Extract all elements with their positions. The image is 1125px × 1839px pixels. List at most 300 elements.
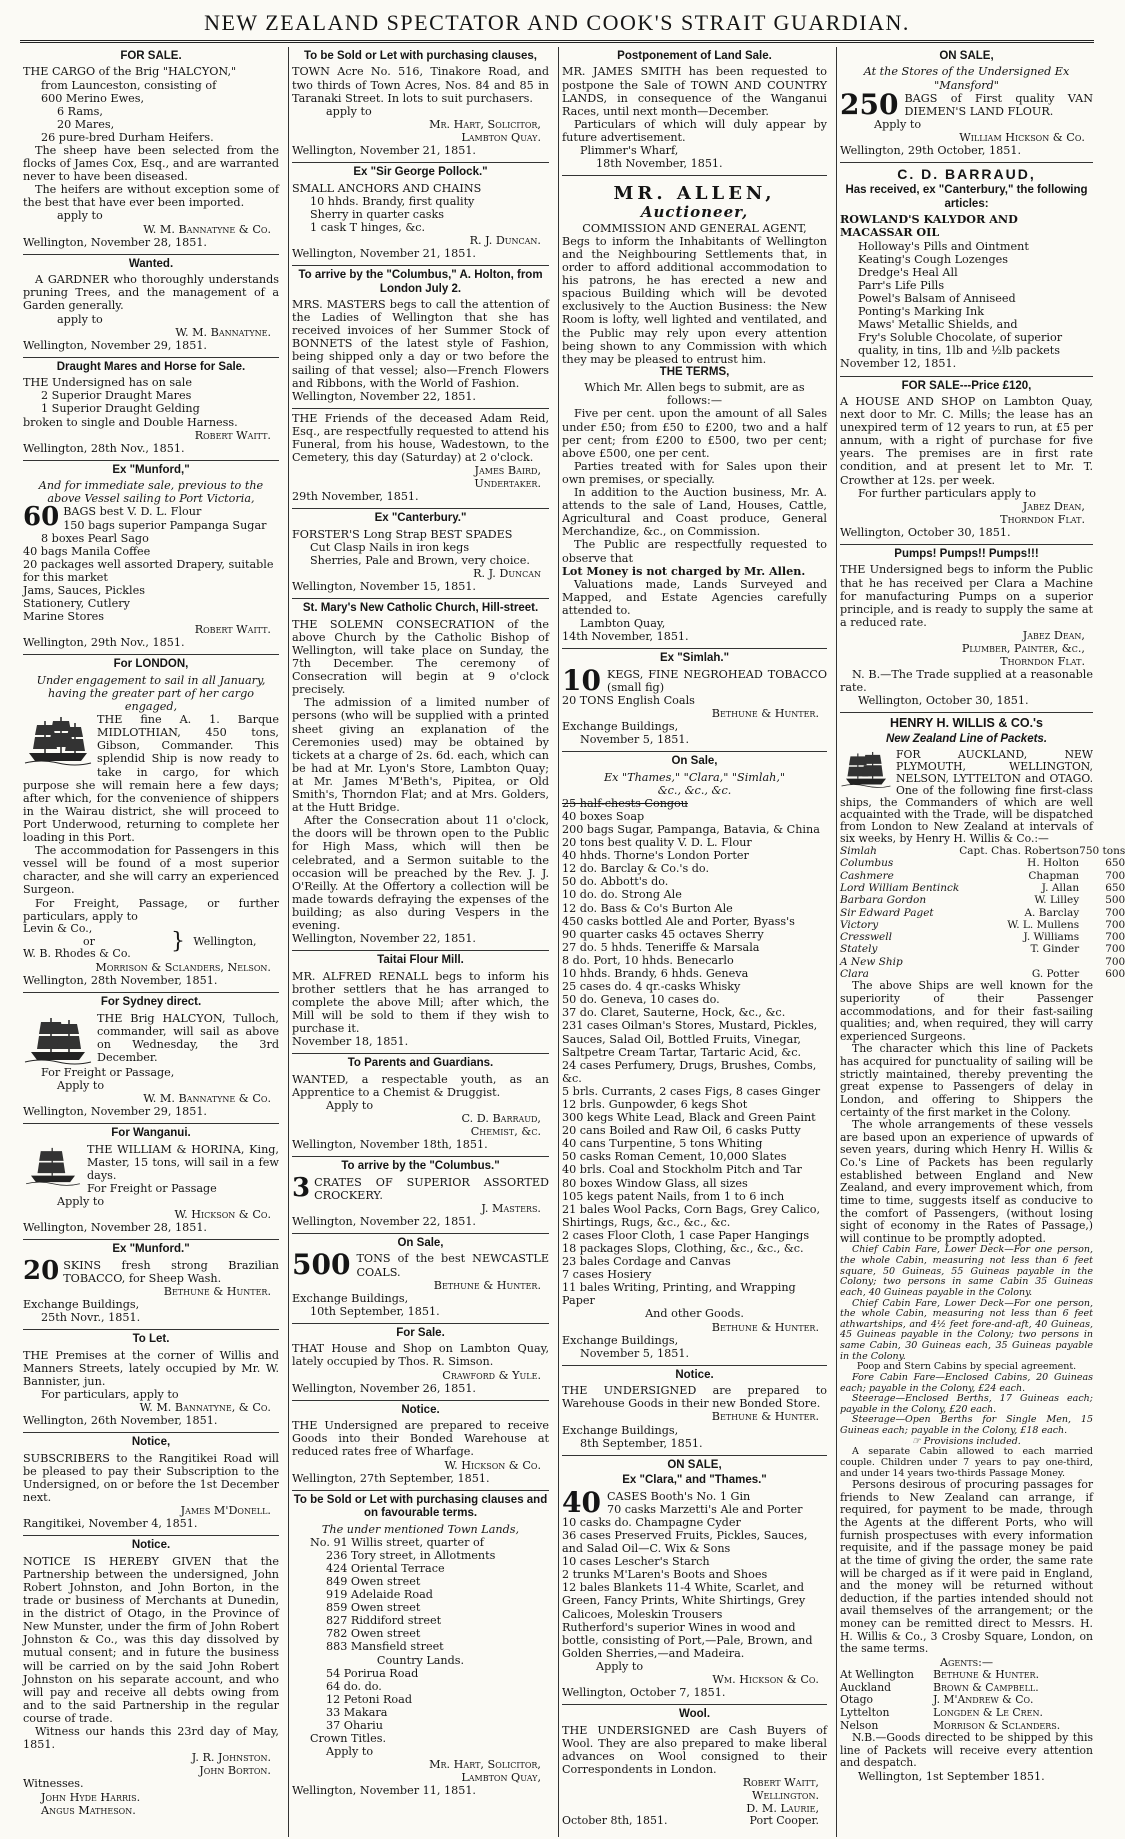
ad-heading: Ex "Munford," (112, 463, 190, 476)
ship-icon (23, 1143, 83, 1187)
place-line: Lambton Quay, (580, 616, 666, 630)
ad-heading: C. D. BARRAUD, (897, 166, 1036, 183)
list-item: 300 kegs White Lead, Black and Green Paint (562, 1111, 816, 1125)
list-item: 105 kegs patent Nails, from 1 to 6 inch (562, 1189, 785, 1203)
signature: W. M. Bannatyne & Co. (143, 1092, 271, 1106)
agent-firm: Longden & Le Cren. (933, 1705, 1043, 1719)
ship-name: Barbara Gordon (840, 894, 927, 907)
list-item: 40 hhds. Thorne's London Porter (562, 849, 749, 863)
signature: Lambton Quay. (461, 130, 541, 144)
ad-heading: FOR SALE---Price £120, (901, 379, 1032, 392)
ad-body: In addition to the Auction business, Mr. A. attends to the sale of Land, Houses, Cattle, Agricultural and Coast produce, General Merchandize, &c., on Commission. (562, 486, 827, 539)
ad-body: THE UNDERSIGNED are prepared to Warehouse Goods in their new Bonded Store. (562, 1384, 827, 1411)
list-item: 12 bales Blankets 11-4 White, Scarlet, and Green, Fancy Prints, White Shirtings, Grey Calicoes, Moleskin Trousers (562, 1581, 806, 1621)
agent-place: Wellington, (193, 934, 257, 948)
fare-line: Steerage—Open Berths for Single Men, 15 Guineas each; payable in the Colony, £18 each. (840, 1414, 1093, 1437)
list-item: No. 91 Willis street, quarter of (310, 1535, 484, 1549)
list-item: Stationery, Cutlery (23, 597, 130, 611)
ad-for-london (23, 655, 279, 993)
ship-name: Stately (840, 943, 878, 956)
witness-name: Angus Matheson. (41, 1803, 136, 1817)
list-item: Sherries, Pale and Brown, very choice. (310, 554, 530, 568)
date-line: Wellington, November 15, 1851. (292, 580, 476, 594)
ad-heading: Ex "Simlah." (659, 652, 730, 665)
list-item: 20 tons best quality V. D. L. Flour (562, 836, 752, 850)
ship-name: Sir Edward Paget (840, 906, 934, 919)
ad-body: The sheep have been selected from the flocks of James Cox, Esq., and are warranted never to have been diseased. (23, 144, 279, 184)
signature: W. Hickson & Co. (444, 1458, 541, 1472)
fare-line: Chief Cabin Fare, Lower Deck—For one person, the whole Cabin, measuring not less than 6 feet athwartships, and 4½ feet fore-and-aft, 40 Guineas, 45 Guineas payable in the Colony; two persons in same Cabin, 30 Guineas each, 35 Guineas payable in the Colony. (840, 1297, 1093, 1362)
signature: Thorndon Flat. (1000, 512, 1085, 526)
ship-tons: 700 (1105, 918, 1125, 931)
list-item: 150 bags superior Pampanga Sugar (63, 518, 267, 532)
ad-heading: To Let. (132, 1333, 170, 1346)
agents-table: Levin & Co., } Wellington, or W. B. Rhodes & Co. (23, 923, 279, 962)
agent-name: Levin & Co., (23, 921, 93, 935)
ad-mr-allen-auctioneer (562, 176, 827, 649)
agents-heading: Agents:— (939, 1655, 994, 1669)
apply-line: Apply to (326, 1098, 374, 1112)
ad-body: N.B.—Goods directed to be shipped by this line of Packets will receive every attention and despatch. (840, 1731, 1093, 1770)
ad-body: THE Brig HALCYON, Tulloch, commander, will sail as above on Wednesday, the 3rd December. (97, 1011, 279, 1065)
quantity-numeral: 40 (562, 1485, 601, 1519)
list-item: 12 brls. Gunpowder, 6 kegs Shot (562, 1097, 748, 1111)
place-line: Exchange Buildings, (292, 1291, 409, 1305)
goods-list (562, 797, 827, 1308)
pointing-hand-icon: ☞ (912, 1435, 924, 1447)
apply-line: Apply to (57, 1079, 105, 1093)
date-line: 14th November, 1851. (562, 630, 689, 644)
ship-icon (840, 749, 892, 789)
ad-heading: ON SALE, (939, 50, 994, 62)
date-line: Wellington, November 11, 1851. (292, 1784, 476, 1798)
date-line: Wellington, November 29, 1851. (23, 1105, 207, 1119)
ship-tons: 700 (1105, 906, 1125, 919)
witness-label: Witnesses. (23, 1777, 84, 1791)
ad-body: THE UNDERSIGNED are Cash Buyers of Wool. They are also prepared to make liberal advances on Wool consigned to their Correspondents in London. (562, 1723, 827, 1776)
ship-capt (959, 956, 1079, 968)
date-line: November 12, 1851. (840, 357, 957, 371)
list-item: 10 cases Lescher's Starch (562, 1555, 710, 1569)
fare-line: Fore Cabin Fare—Enclosed Cabins, 20 Guineas each; payable in the Colony, £24 each. (840, 1371, 1093, 1394)
ad-barraud-chemist (840, 163, 1093, 376)
place-line: Exchange Buildings, (562, 1423, 679, 1437)
list-item: 25 cases do. 4 qr.-casks Whisky (562, 980, 741, 994)
signature: Jabez Dean, (1022, 628, 1085, 642)
agent-place: Otago (840, 1693, 874, 1707)
ad-heading: Draught Mares and Horse for Sale. (56, 360, 246, 373)
ad-line: 1 Superior Draught Gelding (41, 402, 200, 416)
ad-body: CRATES OF SUPERIOR ASSORTED CROCKERY. (314, 1175, 549, 1202)
ad-line: SMALL ANCHORS AND CHAINS (292, 181, 482, 195)
apply-line: Apply to (596, 1659, 644, 1673)
ad-line: For further particulars apply to (858, 486, 1037, 500)
date-line: Wellington, November 26, 1851. (292, 1381, 476, 1395)
ad-heading: Notice, (131, 1436, 171, 1449)
ad-body: The accommodation for Passengers in this vessel will be found of a most superior character, and she will carry an experienced Surgeon. (23, 844, 279, 897)
ad-body: TOWN Acre No. 516, Tinakore Road, and two thirds of Town Acres, Nos. 84 and 85 in Taranaki Street. In lots to suit purchasers. (292, 65, 549, 105)
ad-body: Five per cent. upon the amount of all Sales under £50; from £50 to £200, two and a half per cent; from £200 to £500, two per cent; above £500, one per cent. (562, 407, 827, 460)
ship-name: Clara (840, 968, 869, 980)
place-line: Plimmer's Wharf, (580, 144, 679, 158)
list-item: 21 bales Wool Packs, Corn Bags, Grey Calico, Shirtings, Rugs, &c., &c., &c. (562, 1202, 821, 1229)
list-item: 10 hhds. Brandy, 6 hhds. Geneva (562, 967, 749, 981)
ad-line: from Launceston, consisting of (41, 78, 217, 92)
ad-subheading: At the Stores of the Undersigned Ex "Mansford" (863, 65, 1070, 92)
ad-body: Persons desirous of procuring passages for friends to New Zealand can arrange, if required, for payment to be made, through the Agents at the different Ports, who will furnish prospectuses with every information requisite, and if the passage money be paid at the time of giving the order, the same rate will be charged as if it were paid in England, and the money will be returned without deduction, if the parties intended should not avail themselves of the arrangement; or the money can be remitted direct to Messrs. H. H. Willis & Co., 3 Crosby Square, London, on the same terms. (840, 1478, 1093, 1656)
ship-capt: H. Holton (1027, 857, 1080, 870)
signature: W. M. Bannatyne & Co. (143, 222, 271, 236)
ship-tons: 700 (1105, 955, 1125, 968)
list-item: 6 Rams, (57, 104, 103, 118)
list-item: 37 do. Claret, Sauterne, Hock, &c., &c. (562, 1006, 786, 1020)
list-item: Dredge's Heal All (858, 265, 958, 279)
ad-subheading: Has received, ex "Canterbury," the following articles: (845, 184, 1088, 210)
signature: Bethune & Hunter. (711, 1320, 819, 1334)
list-item: 64 do. do. (326, 1679, 382, 1693)
ad-body: Particulars of which will duly appear by future advertisement. (562, 117, 827, 144)
list-item: 25 half-chests Congou (562, 796, 688, 810)
list-item: Ponting's Marking Ink (858, 305, 984, 319)
ad-ex-simlah-tobacco (562, 649, 827, 752)
ad-town-lands (292, 1491, 549, 1803)
ad-heading: For LONDON, (113, 658, 189, 671)
list-item: 1 cask T hinges, &c. (310, 220, 426, 234)
signature: J. R. Johnston. (191, 1751, 271, 1765)
list-item: 859 Owen street (326, 1601, 421, 1615)
apply-line: apply to (57, 312, 103, 326)
ad-body: N. B.—The Trade supplied at a reasonable rate. (840, 668, 1093, 695)
ad-body: TONS of the best NEWCASTLE COALS. (356, 1252, 549, 1279)
ad-town-acre-sale (292, 47, 549, 163)
ship-capt: T. Ginder (1030, 943, 1080, 956)
list-item: 20 Mares, (57, 117, 115, 131)
ad-house-and-shop (292, 1324, 549, 1401)
ad-draught-mares (23, 358, 279, 461)
ad-body: FOR AUCKLAND, NEW PLYMOUTH, WELLINGTON, NELSON, LYTTELTON and OTAGO. One of the following fine first-class ships, the Commanders of which are well acquainted with the Trade, will be dispatched from London to New Zealand at intervals of six weeks, by Henry H. Willis & Co.:— (840, 747, 1093, 846)
quantity-numeral: 60 (23, 502, 60, 533)
date-line: Wellington, November 22, 1851. (292, 1214, 476, 1228)
ad-to-let (23, 1330, 279, 1433)
agents-table (840, 1669, 1093, 1732)
ad-heading: HENRY H. WILLIS & CO.'s (890, 716, 1043, 731)
date-line: 10th September, 1851. (310, 1304, 440, 1318)
ad-line: FORSTER'S Long Strap BEST SPADES (292, 527, 513, 541)
ad-mrs-masters-bonnets (292, 266, 549, 409)
auctioneer-name: MR. ALLEN, (613, 183, 776, 205)
list-item: 11 bales Writing, Printing, and Wrapping Paper (562, 1281, 796, 1308)
signature: Robert Waitt, (742, 1776, 819, 1789)
agent-firm: J. M'Andrew & Co. (933, 1693, 1034, 1707)
signature: William Hickson & Co. (959, 130, 1085, 144)
ad-body: THE Undersigned are prepared to receive Goods into their Bonded Warehouse at reduced rates free of Wharfage. (292, 1419, 549, 1459)
quantity-numeral: 10 (562, 663, 601, 697)
date-line: 29th November, 1851. (292, 490, 419, 504)
ad-crockery (292, 1157, 549, 1234)
quantity-numeral: 20 (23, 1255, 60, 1286)
ad-subheading: Country Lands. (376, 1653, 465, 1667)
ad-subheading: Under engagement to sail in all January, having the greater part of her cargo engaged, (36, 673, 266, 714)
list-item: Keating's Cough Lozenges (858, 252, 1008, 266)
list-item: 883 Mansfield street (326, 1640, 444, 1654)
ad-body: THE WILLIAM & HORINA, King, Master, 15 tons, will sail in a few days. (87, 1142, 279, 1182)
date-line: Wellington, 27th September, 1851. (292, 1471, 490, 1485)
column-4 (836, 47, 1125, 1837)
list-item: 50 do. Abbott's do. (562, 875, 669, 889)
ad-willis-packets (840, 713, 1125, 1788)
ad-heading: Wanted. (128, 257, 174, 270)
list-item: 2 cases Floor Cloth, 1 case Paper Hangings (562, 1228, 810, 1242)
ad-heading: For Sydney direct. (100, 996, 202, 1009)
ad-body: A HOUSE AND SHOP on Lambton Quay, next door to Mr. C. Mills; the lease has an unexpired term of 12 years to run, at £5 per annum, with a right of purchase for five years. The premises are in first rate condition, and at present let to Mr. T. Crowther at 12s. per week. (840, 394, 1093, 487)
list-item: 37 Ohariu (326, 1719, 383, 1732)
ship-tons: 700 (1105, 869, 1125, 882)
ad-sydney-direct (23, 993, 279, 1124)
apply-line: Apply to (326, 1745, 374, 1759)
ad-body: Begs to inform the Inhabitants of Wellington and the Neighbouring Settlements that, in order to afford additional accommodation to his patrons, he has erected a new and spacious Building which will be devoted exclusively to the Auction Business: the New Room is lofty, well lighted and ventilated, and the Public may rely upon every attention being shown to any Commission with which they may be pleased to entrust him. (562, 234, 827, 366)
list-item: 600 Merino Ewes, (41, 91, 145, 105)
list-item: 7 cases Hosiery (562, 1268, 652, 1282)
ad-body: THE Premises at the corner of Willis and Manners Streets, lately occupied by Mr. W. Bannister, jun. (23, 1348, 279, 1388)
agent-place: Lyttelton (840, 1705, 890, 1719)
date-line: Wellington, 26th November, 1851. (23, 1414, 218, 1428)
ad-catholic-church (292, 599, 549, 951)
ad-heading: St. Mary's New Catholic Church, Hill-street. (302, 602, 539, 615)
signature: Wm. Hickson & Co. (712, 1672, 819, 1686)
provisions-text: Provisions included. (923, 1435, 1021, 1447)
ship-name: A New Ship (840, 955, 903, 968)
list-item: 54 Porirua Road (326, 1666, 419, 1680)
list-item: 80 boxes Window Glass, all sizes (562, 1176, 748, 1190)
signature: Robert Waitt. (194, 623, 271, 637)
table-row (840, 845, 1125, 857)
ad-brazilian-tobacco (23, 1240, 279, 1330)
list-item: 40 boxes Soap (562, 809, 645, 823)
ad-body: THE Friends of the deceased Adam Reid, Esq., are respectfully requested to attend his Funeral, from his house, Wadestown, to the Cemetery, this day (Saturday) at 2 o'clock. (292, 411, 549, 465)
ad-pumps (840, 545, 1093, 713)
apply-line: Apply to (57, 1195, 105, 1209)
signature: Bethune & Hunter. (163, 1285, 271, 1299)
list-item: 8 do. Port, 10 hhds. Benecarlo (562, 953, 734, 967)
ad-body: SKINS fresh strong Brazilian TOBACCO, for Sheep Wash. (63, 1258, 279, 1285)
ad-body: Parties treated with for Sales upon their own premises, or specially. (562, 459, 827, 486)
ad-line: For Freight or Passage (87, 1182, 217, 1196)
list-item: Cut Clasp Nails in iron kegs (310, 540, 470, 554)
ad-heading: Ex "Canterbury." (374, 512, 467, 525)
ad-body: WANTED, a respectable youth, as an Apprentice to a Chemist & Druggist. (292, 1072, 549, 1099)
ship-tons: 650 (1105, 857, 1125, 870)
table-row (840, 907, 1125, 919)
list-item: 849 Owen street (326, 1574, 421, 1588)
ad-body: MRS. MASTERS begs to call the attention of the Ladies of Wellington that she has received invoices of her Summer Stock of BONNETS of the latest style of Fashion, being shipped only a day or two before the sailing of that vessel; also—French Flowers and Ribbons, with the World of Fashion. (292, 298, 549, 390)
date-line: Rangitikei, November 4, 1851. (23, 1517, 198, 1531)
ad-line: 20 TONS English Coals (562, 693, 695, 707)
list-item: Rutherford's superior Wines in wood and bottle, consisting of Port,—Pale, Brown, and Golden Sherries,—and Madeira. (562, 1620, 813, 1660)
table-row (840, 870, 1125, 882)
ad-subheading: The under mentioned Town Lands, (321, 1522, 520, 1536)
ad-heading: On Sale, (397, 1237, 444, 1250)
list-item: 40 brls. Coal and Stockholm Pitch and Tar (562, 1163, 802, 1177)
signature: Bethune & Hunter. (711, 706, 819, 720)
place-line: Exchange Buildings, (562, 1333, 679, 1347)
ship-capt: J. Williams (1023, 931, 1080, 944)
ad-subheading: New Zealand Line of Packets. (885, 733, 1048, 746)
ad-heading: For Sale. (396, 1326, 445, 1339)
date-line: Wellington, November 22, 1851. (292, 932, 476, 946)
ship-tons: 750 tons (1079, 845, 1125, 858)
agent-place: Nelson (840, 1718, 879, 1732)
list-item: 40 cans Turpentine, 5 tons Whiting (562, 1137, 763, 1151)
ad-body: Witness our hands this 23rd day of May, 1851. (23, 1725, 279, 1752)
ad-heading: Ex "Sir George Pollock." (353, 166, 488, 179)
table-row (840, 919, 1125, 931)
date-line: 18th November, 1851. (596, 157, 723, 171)
ad-heading: Notice. (675, 1368, 714, 1381)
signature: W. M. Bannatyne. (175, 325, 271, 339)
column-2 (288, 47, 552, 1837)
agent-firm: Brown & Campbell. (933, 1680, 1039, 1694)
list-item: 26 pure-bred Durham Heifers. (41, 130, 214, 144)
ad-body: The heifers are without exception some of the best that have ever been imported. (23, 183, 279, 210)
date-line: November 5, 1851. (580, 733, 690, 747)
ad-body: Valuations made, Lands Surveyed and Mapped, and Estate Agencies carefully attended to. (562, 577, 827, 617)
ad-bonded-store-notice (562, 1366, 827, 1456)
table-row (840, 1694, 1093, 1707)
ad-line: BAGS best V. D. L. Flour (63, 505, 202, 519)
ad-rangitikei-notice (23, 1433, 279, 1536)
ad-wanted-gardener (23, 255, 279, 358)
ad-body: BAGS of First quality VAN DIEMEN'S LAND FLOUR. (904, 91, 1093, 118)
agent-place: At Wellington (840, 1668, 915, 1681)
signature: R. J. Duncan. (469, 233, 541, 247)
signature: Lambton Quay, (461, 1771, 541, 1785)
list-item: 782 Owen street (326, 1627, 421, 1641)
list-item: 10 hhds. Brandy, first quality (310, 194, 475, 208)
column-3 (558, 47, 830, 1837)
ad-heading: To arrive by the "Columbus." (341, 1160, 500, 1173)
signature: Mr. Hart, Solicitor, (429, 1758, 541, 1772)
ad-body: After the Consecration about 11 o'clock, the doors will be thrown open to the Public for High Mass, which will then be celebrated, and a Sermon suitable to the occasion will be preached by the Rev. J. J. O'Reilly. At the Offertory a collection will be made towards defraying the expenses of the building; as also during Vespers in the evening. (292, 814, 549, 932)
ad-sir-george-pollock (292, 163, 549, 266)
date-line: Wellington, November 29, 1851. (23, 338, 207, 352)
list-item: 33 Makara (326, 1705, 388, 1719)
apply-line: apply to (326, 104, 372, 118)
ship-name: Columbus (840, 857, 894, 870)
fare-line: A separate Cabin allowed to each married couple. Children under 7 years to pay one-third, and under 14 years two-thirds Passage Money. (840, 1446, 1093, 1479)
quantity-numeral: 250 (840, 87, 899, 121)
ad-body: The whole arrangements of these vessels are based upon an experience of upwards of seven years, during which Henry H. Willis & Co.'s Line of Packets has been regularly established between England and New Zealand, and every improvement which, from time to time, suggests itself as conducive to the comfort of Passengers, (without losing sight of economy in the Rates of Passage,) will continue to be promptly adopted. (840, 1118, 1093, 1245)
ad-subheading: And for immediate sale, previous to the above Vessel sailing to Port Victoria, (38, 479, 264, 506)
ad-line: Which Mr. Allen begs to submit, are as follows:— (584, 381, 805, 408)
signature: W. M. Bannatyne, & Co. (139, 1401, 271, 1415)
ad-taitai-flour-mill (292, 951, 549, 1054)
date-line: 25th Novr., 1851. (41, 1311, 141, 1325)
list-item: 919 Adelaide Road (326, 1588, 433, 1602)
place-line: Exchange Buildings, (562, 719, 679, 733)
list-item: 12 Petoni Road (326, 1692, 412, 1706)
ad-postponement-land-sale (562, 47, 827, 176)
list-item: 200 bags Sugar, Pampanga, Batavia, & China (562, 823, 820, 836)
agent-name: W. B. Rhodes & Co. (23, 947, 131, 961)
list-item: 18 packages Slops, Clothing, &c., &c., &c. (562, 1242, 804, 1255)
signature: Plumber, Painter, &c., (961, 642, 1085, 656)
agent-or: or (83, 934, 95, 948)
ad-van-diemens-flour (840, 47, 1093, 163)
apply-line: Apply to (874, 117, 922, 131)
list-item: ROWLAND'S KALYDOR AND MACASSAR OIL (840, 212, 1018, 240)
ship-capt: Chapman (1028, 869, 1080, 882)
ship-capt: A. Barclay (1024, 906, 1080, 919)
ship-capt: J. Allan (1041, 882, 1080, 895)
ad-body: THE Undersigned begs to inform the Public that he has received per Clara a Machine for manufacturing Pumps on a superior principle, and is ready to supply the same at a reduced rate. (840, 563, 1093, 629)
ad-line: And other Goods. (645, 1307, 744, 1321)
signature: James Baird, (474, 464, 541, 478)
quantity-numeral: 500 (292, 1248, 351, 1282)
ad-heading: On Sale, (671, 755, 718, 768)
list-item: 70 casks Marzetti's Ale and Porter (606, 1502, 803, 1516)
fare-line: Steerage—Enclosed Berths, 17 Guineas each; payable in the Colony, £20 each. (840, 1393, 1093, 1415)
ship-icon (23, 713, 93, 767)
ad-heading: To arrive by the "Columbus," A. Holton, from London July 2. (298, 269, 543, 295)
list-item: 827 Riddiford street (326, 1614, 442, 1628)
ad-bonded-warehouse (292, 1401, 549, 1491)
ad-heading: To be Sold or Let with purchasing clauses, (303, 50, 537, 62)
ad-line: THE Undersigned has on sale (23, 376, 193, 390)
signature: Bethune & Hunter. (711, 1410, 819, 1424)
ad-heading: FOR SALE. (120, 50, 182, 62)
ad-ex-munford (23, 461, 279, 656)
list-item: 24 cases Perfumery, Drugs, Brushes, Combs, &c. (562, 1058, 817, 1085)
signature: Mr. Hart, Solicitor, (429, 117, 541, 131)
ad-heading: Notice. (131, 1539, 171, 1552)
ad-general-goods-on-sale (562, 752, 827, 1366)
ad-newcastle-coals (292, 1234, 549, 1324)
ships-table (840, 845, 1125, 980)
ship-name: Cresswell (840, 931, 892, 944)
date-line: October 8th, 1851. (562, 1814, 668, 1828)
list-item: 27 do. 5 hhds. Teneriffe & Marsala (562, 940, 760, 954)
list-item: 236 Tory street, in Allotments (326, 1548, 496, 1562)
place-line: Port Cooper. (749, 1814, 819, 1828)
ad-heading: For Wanganui. (111, 1127, 191, 1140)
ad-body: The Public are respectfully requested to observe that (562, 538, 827, 565)
ad-subheading: COMMISSION AND GENERAL AGENT, (582, 221, 807, 235)
ad-body: MR. ALFRED RENALL begs to inform his brother settlers that he has arranged to complete the above Mill; after which, the Mill will be sold to them if they wish to purchase it. (292, 969, 549, 1035)
list-item: 90 quarter casks 45 octaves Sherry (562, 927, 764, 941)
ad-body: THAT House and Shop on Lambton Quay, lately occupied by Thos. R. Simson. (292, 1342, 549, 1369)
ship-name: Cashmere (840, 869, 894, 882)
list-item: 50 casks Roman Cement, 10,000 Slates (562, 1150, 787, 1164)
terms-heading: THE TERMS, (659, 365, 730, 378)
ad-heading: Ex "Munford." (112, 1243, 190, 1256)
ad-parents-guardians (292, 1054, 549, 1157)
date-line: Wellington, 28th November, 1851. (23, 974, 218, 988)
ad-body: THE SOLEMN CONSECRATION of the above Church by the Catholic Bishop of Wellington, will take place on Sunday, the 7th December. The ceremony of Consecration will begin at 9 o'clock precisely. (292, 617, 549, 697)
ship-tons: 700 (1105, 931, 1125, 944)
masthead-rule (20, 40, 1094, 43)
ship-capt: W. L. Mullens (1007, 918, 1080, 931)
date-line: Wellington, October 30, 1851. (840, 525, 1011, 539)
list-item: 424 Oriental Terrace (326, 1561, 445, 1575)
ad-heading: Notice. (401, 1403, 440, 1416)
ad-house-shop-lambton (840, 377, 1093, 545)
date-line: Wellington, 28th Nov., 1851. (23, 441, 185, 455)
ad-heading: Taitai Flour Mill. (377, 954, 464, 967)
list-item: 231 cases Oilman's Stores, Mustard, Pickles, Sauces, Salad Oil, Bottled Fruits, Vinegar, Saltpetre Cream Tartar, Tartaric Acid, &c. (562, 1019, 818, 1059)
ad-clara-thames-gin (562, 1456, 827, 1705)
signature: Undertaker. (474, 477, 541, 491)
ad-wool-buyers (562, 1705, 827, 1833)
